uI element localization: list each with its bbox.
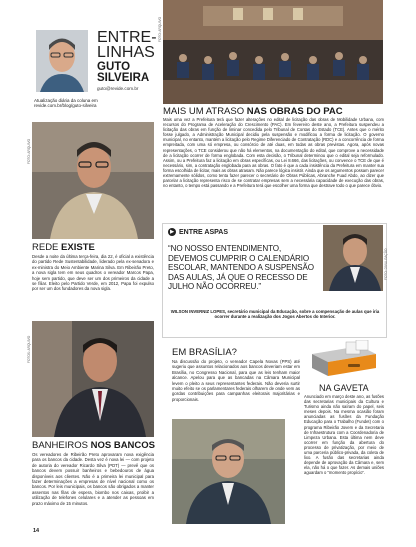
columnist-photo (36, 30, 88, 92)
aspas-attribution (168, 309, 382, 319)
banheiros-title-plain: BANHEIROS (32, 440, 88, 451)
entre-aspas-label (168, 228, 228, 236)
city-chamber-photo (163, 0, 383, 104)
page-number: 14 (33, 528, 40, 534)
photo-credit-b: FOTO: ARQUIVO (158, 16, 162, 42)
ricardo-silva-photo (32, 321, 154, 437)
atraso-title-plain: MAIS UM ATRASO (163, 106, 245, 117)
banheiros-body: Os vereadores de Ribeirão Preto aprovaram nova exigência para os bancos da cidade. Desta vez é nova lei — com projeto de autoria do vereador Ricardo Silva (PDT) — prevê que os bancos devem possuir banheiros e bebedouros de água disponíveis aos clientes. Não é a primeira lei municipal para fazer determinações a empresas de nível nacional como os bancos. Por leis municipais, os bancos são obrigados a manter assentos nas filas de espera, biombo nos caixas, proibir a utilização de telefones celulares e a atender as pessoas em prazo máximo de 15 minutos. (32, 452, 154, 506)
rede-title-plain: REDE (32, 242, 59, 253)
photo-credit-c: FOTOS: ARQUIVO (27, 335, 31, 363)
play-arrow-icon: ▶ (168, 228, 176, 236)
photo-credit-a: FOTO: ARQUIVO (27, 138, 31, 164)
entre-aspas-label-text: ENTRE ASPAS (179, 228, 229, 236)
wilson-lopes-photo (323, 225, 383, 291)
update-line1: Atualização diária da coluna em (34, 98, 98, 103)
gaveta-illustration (304, 340, 384, 382)
atraso-title-bold: NAS OBRAS DO PAC (246, 106, 343, 117)
rede-body: Desde a noite da última terça-feira, dia 22, é oficial a existência do partido Rede Sustentabilidade, liderado pela ex-senadora e ex-ministra do Meio Ambiente Marina Silva. Em Ribeirão Preto, a nova sigla tem em seus quadros o vereador Marcos Papa, hoje sem partido, que deve ser um dos primeiros da cidade a se filiar. Eleito pelo Partido Verde, em 2012, Papa foi expulso por ser um dos fundadores da nova sigla. (32, 254, 154, 292)
gaveta-title: NA GAVETA (319, 383, 369, 393)
column-update-note (34, 98, 154, 108)
column-title-line2: LINHAS (97, 44, 155, 61)
aspas-attribution-name: WILSON INVERNIZ LOPES, (170, 309, 227, 314)
photo-credit-d: FOTO: DIVULGAÇÃO (384, 248, 388, 280)
atraso-body: Mais uma vez a Prefeitura terá que fazer alterações no edital de licitação das obras de Mobilidade Urbana, com recursos do Programa de Aceleração do Crescimento (PAC). Em fevereiro deste ano, a Prefeitura suspendeu a licitação das obras em função de liminar concedida pelo Tribunal de Contas do Estado (TCE). Antes que o mérito fosse julgado, a Administração Municipal decidiu pela suspensão e modificou a forma de licitação. O governo municipal, no entanto, mantém a licitação pelo Regime Diferenciado de Contratação (RDC) e a concorrência de forma empreitada, com uma só empresa, ou consórcio de até duas, em todas as obras previstas. Agora, após novas representações, o TCE considerou que não há elementos, na documentação do edital, que comprove a necessidade de a licitação ocorrer de forma englobada. Com esta decisão, o Tribunal determinou que o edital seja reformulado. Assim, ou a Prefeitura faz a licitação em obras específicas, ou Lei 8.666, das licitações, ou convence o TCE de que é necessário, sim, a contratação englobada para as obras. O fato é que a cada insistência da Prefeitura em manter sua forma escolhida de licitar, mais as obras atrasam. Não parece lógica insistir. Ainda que os argumentos possam parecer extremamente sólidos, como tenta fazer parecer o secretário de Obras Públicas, Abranche Fuad Abdo, ao dizer que parcelar a licitação representa risco de se contratar empresas sem a necessária capacidade de execução das obras, no entanto, o tempo está passando e a Prefeitura terá que escolher uma forma que destrave todo o que parece óbvio. (163, 117, 384, 189)
rede-title-bold: EXISTE (61, 242, 95, 253)
update-line2[interactable]: revide.com.br/blog/guto-silveira (34, 103, 97, 109)
aspas-quote: “NO NOSSO ENTENDIMENTO, DEVEMOS CUMPRIR O CALENDÁRIO ESCOLAR, MANTENDO A SUSPENSÃO DAS AULAS, JÁ QUE O RECESSO DE JULHO NÃO OCORREU.” (168, 244, 314, 292)
column-title (97, 30, 157, 60)
capela-novas-photo (172, 419, 285, 524)
banheiros-title-bold: NOS BANCOS (90, 440, 156, 451)
marcos-papa-photo (32, 122, 154, 239)
author-email[interactable]: guto@revide.com.br (97, 86, 139, 91)
rede-title (32, 242, 95, 253)
column-author: GUTO SILVEIRA (97, 61, 150, 84)
brasilia-title: EM BRASÍLIA? (172, 347, 237, 358)
gaveta-body: Anunciado em março deste ano, as fusões das secretarias municipais da Cultura e Turismo ainda não saíram do papel, seis meses depois. Na mesma ocasião foram anunciadas as fusões da Fundação Educação para o Trabalho (Fundet) com o programa Ribeirão Jovem e da Secretaria de Infraestrutura com a Coordenadoria de Limpeza Urbana. Esta última nem deve ocorrer em função da abertura do processo de privatização, por meio de uma parceria público-privada, da coleta de lixo. A fusão das secretarias ainda depende de aprovação da Câmara e, sem ela, não há o que fazer. As demais uniões aguardam o “momento propício”. (304, 394, 384, 476)
column-title-line1: ENTRE- (97, 29, 157, 46)
banheiros-title (32, 440, 155, 451)
brasilia-body: Na discussão do projeto, o vereador Capela Novas (PPS) até sugeriu que assuntos relacionados aos bancos deveriam estar em Brasília, no Congresso Nacional, para que as leis tenham maior alcance. Apelou para que as bancadas na Câmara Municipal levem o pleito a seus representantes federais. Não deveria surtir muito efeito se os parlamentares federais olharem de onde vem as gordas contribuições para campanhas eleitorais majoritárias e proporcionais. (172, 359, 300, 402)
atraso-title (163, 106, 343, 117)
aspas-attribution-text: secretário municipal da Educação, sobre a compensação de aulas que iria ocorrer durante a realização dos Jogos Abertos do Interior. (214, 309, 380, 320)
